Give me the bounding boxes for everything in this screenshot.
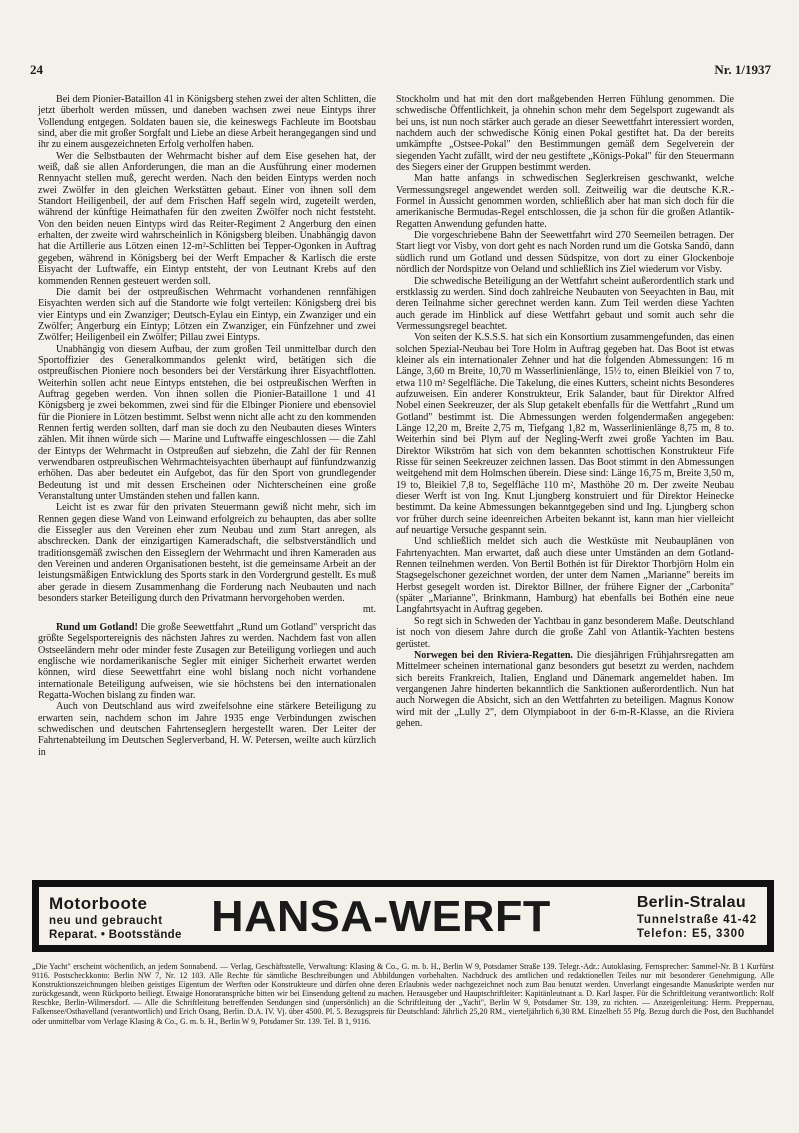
- paragraph: Die große Seewettfahrt „Rund um Gotland" verspricht das größte Segelsportereignis des nächsten Jahres zu werden. Nachdem fast von allen Ostseeländern mehr oder minder feste Zusagen zur Beteiligung vorliegen und auch englische wie nordamerikanische Segler mit einiger Sicherheit erwartet werden können, wird diese Seewettfahrt eine wohl bislang noch nicht vorhandene internationale Beteiligung aufweisen, wie sie höchstens bei den internationalen Regatta-Wochen bislang zu finden war.: [38, 621, 377, 701]
- section-heading-gotland: Rund um Gotland!: [56, 621, 138, 633]
- ad-services: Motorboote neu und gebraucht Reparat. • Bootsstände: [49, 894, 182, 941]
- paragraph: Man hatte anfangs in schwedischen Seglerkreisen geschwankt, welche Vermessungsregel angewendet werden soll. Zeitweilig war die deutsche K.R.-Formel in Aussicht genommen worden, schließlich aber hat man sich doch für die amerikanische Bermudas-Regel entschlossen, die ja schon für die großen Atlantik-Regatten Anwendung gefunden hatte.: [396, 173, 734, 230]
- paragraph: Leicht ist es zwar für den privaten Steuermann gewiß nicht mehr, sich im Rennen gegen diese Wand von Leinwand erfolgreich zu behaupten, das aber sollte die Eissegler aus den Vereinen eher zum Neubau und zum Start anregen, als abschrecken. Dank der einzigartigen Kameradschaft, die selbstverständlich und traditionsgemäß zwischen den Eisseglern der Wehrmacht und ihren Kameraden aus den Vereinen und anderen Organisationen besteht, ist die gemeinsame Arbeit an der leistungsmäßigen Entwicklung des Sports stark in den Vordergrund gestellt. Es muß aber gerade in diesem Zusammenhang die Forderung nach Neubauten und nach besonders starker Beteiligung durch den Privatmann hervorgehoben werden.: [38, 502, 376, 605]
- hansa-werft-advertisement: [32, 880, 774, 952]
- paragraph: Und schließlich meldet sich auch die Westküste mit Neubauplänen von Fahrtenyachten. Man erwartet, daß auch diese unter Umständen an dem Gotland-Rennen teilnehmen werden. Von Bertil Bothén ist für Direktor Thorbjörn Holm ein Stagsegelschoner gezeichnet worden, der unter dem Namen „Marianne" bereits im Herbst gesegelt worden ist. Direktor Billner, der frühere Eigner der „Carbonita" (später „Marianne", Brinkmann, Hamburg) hat ebenfalls bei Bothén eine neue Langfahrtsyacht in Auftrag gegeben.: [396, 536, 734, 616]
- paragraph: Die diesjährigen Frühjahrsregatten am Mittelmeer scheinen international ganz besonders gut besetzt zu werden, nachdem sich bereits Frankreich, Italien, England und Dänemark angemeldet haben. Im vergangenen Jahre hinderten bekanntlich die Sanktionen außerordentlich. Nun hat auch Norwegen die Absicht, sich an den Wettfahrten zu beteiligen. Magnus Konow wird mit der „Lully 2", dem Olympiaboot in der 6-m-R-Klasse, an die Riviera gehen.: [396, 649, 734, 729]
- page-header: [30, 62, 771, 82]
- section-heading-riviera: Norwegen bei den Riviera-Regatten.: [414, 649, 573, 661]
- left-column: [38, 94, 376, 758]
- paragraph: Unabhängig von diesem Aufbau, der zum großen Teil unmittelbar durch den Sportoffizier des Generalkommandos gelenkt wird, betätigen sich die ostpreußischen Pioniere noch besonders bei der Verstärkung ihrer Eisyachtflotten. Weiterhin sollen acht neue Eintyps entstehen, die bei ostpreußischen Werften in Auftrag gegeben werden. Von ihnen sollen die Pionier-Bataillone 1 und 41 Königsberg je zwei bekommen, zwei sind für die Elbinger Pioniere und ebensoviel für die Pioniere in Lötzen bestimmt. Selbst wenn nicht alle acht zu den kommenden Rennen fertig werden sollten, darf man sie doch zu den Neubauten dieses Winters zählen. Mit ihnen würde sich — Marine und Luftwaffe eingeschlossen — die Zahl der Eintyps der Wehrmacht in Ostpreußen auf siebzehn, die Zahl der für Rennen verwendbaren ostpreußischen Wehrmachteisyachten überhaupt auf fünfundzwanzig erhöhen. Das aber bedeutet ein Aufgebot, das für den Sport von grundlegender Bedeutung ist und mit dessen Erscheinen oder Nichterscheinen eine große Veranstaltung unter Umständen stehen und fallen kann.: [38, 343, 376, 503]
- paragraph: So regt sich in Schweden der Yachtbau in ganz besonderem Maße. Deutschland ist noch von diesem Jahre durch die große Zahl von Atlantik-Yachten bestens gerüstet.: [396, 615, 734, 650]
- paragraph: Auch von Deutschland aus wird zweifelsohne eine stärkere Beteiligung zu erwarten sein, nachdem schon im Jahre 1935 enge Verbindungen zwischen schwedischen und deutschen Fahrtenseglern hergestellt waren. Der Leiter der Fahrtenabteilung im Deutschen Seglerverband, H. W. Petersen, weilte auch kürzlich in: [38, 701, 376, 758]
- ad-brand-name: HANSA-WERFT: [211, 892, 551, 941]
- paragraph: Wer die Selbstbauten der Wehrmacht bisher auf dem Eise gesehen hat, der weiß, daß sie allen Anforderungen, die man an die Ausführung einer modernen Rennyacht stellen muß, gerecht werden. Nach den beiden Eintyps werden noch zwei Zwölfer in den gleichen Werkstätten gebaut. Einer von ihnen soll dem Standort Heiligenbeil, der auf dem Frischen Haff segeln wird, zugeteilt werden, während der künftige Heimathafen für den zweiten Zwölfer noch nicht feststeht. Von den beiden neuen Eintyps wird das Reiter-Regiment 2 Angerburg den einen erhalten, der zweite wird wahrscheinlich in Königsberg bleiben. Unabhängig davon hat die Artillerie aus Lötzen einen 12-m²-Schlitten bei Tepper-Ogonken in Auftrag gegeben, während in Königsberg bei der Werft Empacher & Karlisch die erste Eisyacht der Luftwaffe, ein Eintyp entsteht, der von Leutnant Krebs auf den kommenden Rennen gesteuert werden soll.: [38, 150, 376, 287]
- paragraph: Stockholm und hat mit den dort maßgebenden Herren Fühlung genommen. Die schwedische Öffentlichkeit, ja ohnehin schon mehr dem Segelsport zugewandt als bei uns, ist nun noch stärker auch gerade an dieser Seewettfahrt interessiert worden, nachdem auch der schwedische König einen Pokal gestiftet hat. Da der bereits umkämpfte „Ostsee-Pokal" den Bestimmungen gemäß dem Segelverein der siegenden Yacht zufällt, wird der neu gestiftete „Königs-Pokal" für den Steuermann des Siegers einer der Gruppen bestimmt werden.: [396, 94, 734, 174]
- paragraph: Von seiten der K.S.S.S. hat sich ein Konsortium zusammengefunden, das einen solchen Spezial-Neubau bei Tore Holm in Auftrag gegeben hat. Das Boot ist etwas kleiner als ein internationaler Zehner und hat die folgenden Abmessungen: 16 m Länge, 3,60 m Breite, 10,70 m Wasserlinienlänge, 15½ to, einen Bleikiel von 7 to, etwa 110 m² Segelfläche. Die Takelung, die eines Kutters, scheint nichts Besonderes aufzuweisen. Ein anderer Konstrukteur, Erik Salander, baut für Direktor Alfred Nobel einen Seekreuzer, der als Slup getakelt ebenfalls für die Wettfahrt „Rund um Gotland" bestimmt ist. Die Abmessungen werden folgendermaßen angegeben: Länge 12,20 m, Breite 2,75 m, Tiefgang 1,82 m, Wasserlinienlänge 8,75 m, 8 to. Weiterhin sind bei Plym auf der Negling-Werft zwei große Yachten im Bau. Direktor Wikström hat sich von dem bekannten schottischen Konstrukteur Fife Risse für seinen Seekreuzer zeichnen lassen. Das Boot stimmt in den Abmessungen weitgehend mit dem Holmschen überein. Diese sind: Länge 16,75 m, Breite 3,50 m, 19 to, Bleikiel 7,8 to, Segelfläche 110 m², Masthöhe 20 m. Der zweite Neubau dieser Werft ist von Ing. Knut Ljungberg konstruiert und für Direktor Heinecke bestimmt. Da keine Abmessungen bekanntgegeben sind und Ing. Ljungberg schon vor früher durch seine ideenreichen Arbeiten bekannt ist, kann man hier vielleicht auf neuartige Versuche gespannt sein.: [396, 332, 734, 537]
- page-number: 24: [30, 62, 43, 77]
- ad-address: Berlin-Stralau Tunnelstraße 41-42 Telefon: E5, 3300: [636, 894, 757, 940]
- right-column: [396, 94, 734, 729]
- paragraph: Die damit bei der ostpreußischen Wehrmacht vorhandenen rennfähigen Eisyachten werden sich auf die Standorte wie folgt verteilen: Königsberg drei bis vier Eintyps und ein Zwanziger; Deutsch-Eylau ein Eintyp, ein Zwanziger und ein Zwölfer; Angerburg ein Eintyp; Lötzen ein Zwanziger, ein Fünfzehner und zwei Zwölfer; Heiligenbeil ein Zwölfer; Pillau zwei Eintyps.: [38, 286, 376, 344]
- paragraph: Bei dem Pionier-Bataillon 41 in Königsberg stehen zwei der alten Schlitten, die jetzt überholt werden müssen, und daneben wachsen zwei neue Eintyps ihrer Vollendung entgegen. Soldaten bauen sie, die keineswegs Fachleute im Bootsbau sind, aber die mit großer Sorgfalt und Liebe an diese Arbeit herangegangen sind und ihr zu einem ausgezeichneten Erfolg verholfen haben.: [38, 94, 376, 151]
- author-signature: mt.: [362, 604, 376, 616]
- paragraph: Die schwedische Beteiligung an der Wettfahrt scheint außerordentlich stark und erstklassig zu werden. Sind doch zahlreiche Neubauten von Seeyachten in Bau, mit deren Teilnahme sicher gerechnet werden kann. Zum Teil werden diese Yachten auch gerade im Hinblick auf diese Wettfahrt gebaut und somit auch sehr die Vermessungsregel beachtet.: [396, 275, 734, 332]
- paragraph: Die vorgeschriebene Bahn der Seewettfahrt wird 270 Seemeilen betragen. Der Start liegt vor Visby, von dort geht es nach Norden rund um die Gotska Sandö, dann südlich rund um Gotland und dessen Südspitze, von dort zu einer Glockenboje nördlich der Nordspitze von Oeland und schließlich ins Ziel wiederum vor Visby.: [396, 230, 734, 276]
- issue-number: Nr. 1/1937: [714, 62, 771, 77]
- imprint-footer: „Die Yacht" erscheint wöchentlich, an jedem Sonnabend. — Verlag, Geschäftsstelle, Verwaltung: Klasing & Co., G. m. b. H., Berlin W 9, Potsdamer Straße 139. Telegr.-Adr.: Autoklasing. Fernsprecher: Sammel-Nr. B 1 Kurfürst 9116. Postscheckkonto: Berlin NW 7, Nr. 12 103. Alle Rechte für sämtliche Beschreibungen und Abbildungen vorbehalten. Nachdruck des amtlichen und redaktionellen Teiles nur mit besonderer Genehmigung. Alle Konstruktionszeichnungen bleiben geistiges Eigentum der Werften oder Konstrukteure und dürfen ohne deren Erlaubnis weder nachgezeichnet noch zum Bau benutzt werden. Unverlangt eingesandte Manuskripte werden nur zurückgesandt, wenn Rückporto beiliegt. Etwaige Honoraransprüche bitten wir bei Einsendung geltend zu machen. Herausgeber und Hauptschriftleiter: Kapitänleutnant a. D. Karl Jasper. Für die Schriftleitung verantwortlich: Rolf Reschke, Berlin-Wilmersdorf. — Alle die Schriftleitung betreffenden Sendungen sind (unpersönlich) an die Schriftleitung der „Yacht", Berlin W 9, Potsdamer Str. 139, zu richten. — Anzeigenleitung: Herm. Preppernau, Falkensee/Osthavelland (verantwortlich) und Erich Osang, Berlin. D.A. IV. Vj. über 4500. Pl. 5. Bezugspreis für Deutschland: Jährlich 25,20 RM., vierteljährlich 6,30 RM. Einzelheft 55 Pfg. Bezug durch die Post, den Buchhandel oder unmittelbar vom Verlage Klasing & Co., G. m. b. H., Berlin W 9, Potsdamer Str. 139. Tel. B 1, 9116.: [32, 962, 774, 1026]
